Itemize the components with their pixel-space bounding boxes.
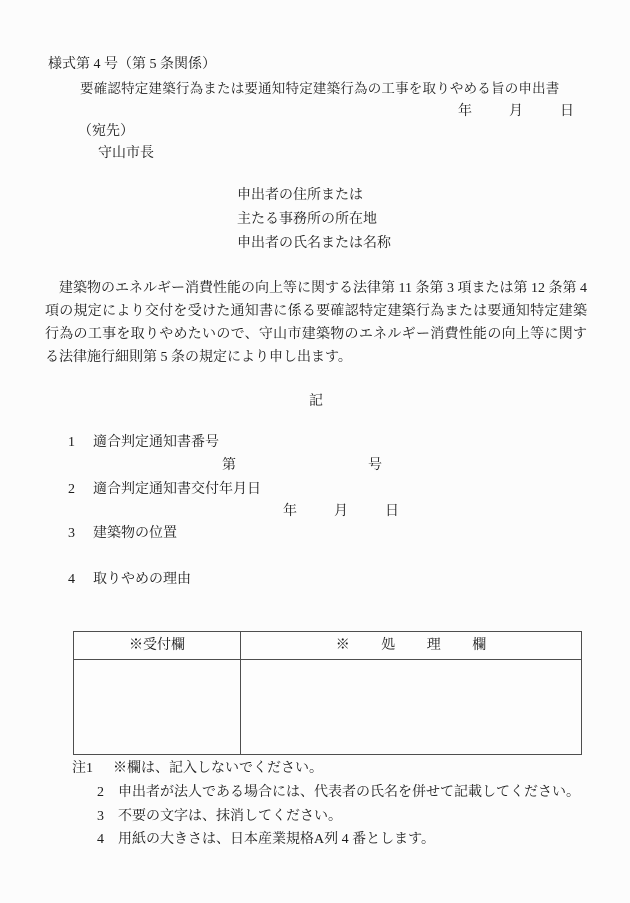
reception-cell: [74, 660, 241, 754]
applicant-address-label: 申出者の住所または: [237, 188, 363, 203]
number-suffix-label: 号: [368, 458, 382, 473]
item-label: 適合判定通知書交付年月日: [93, 482, 261, 497]
note-row-2: [97, 784, 580, 801]
item-number: 3: [68, 526, 75, 541]
applicant-field-block: [237, 184, 391, 256]
note-row-4: [97, 831, 435, 848]
note-text: 用紙の大きさは、日本産業規格A列 4 番とします。: [118, 832, 435, 847]
item-label: 取りやめの理由: [93, 572, 191, 587]
item-label: 建築物の位置: [93, 526, 177, 541]
note-text: 申出者が法人である場合には、代表者の氏名を併せて記載してください。: [118, 785, 580, 800]
note-row-3: [97, 808, 342, 825]
list-item-4: [68, 571, 191, 588]
item-label: 適合判定通知書番号: [93, 435, 219, 450]
applicant-office-label: 主たる事務所の所在地: [237, 212, 377, 227]
submission-date-line: [458, 103, 574, 120]
list-item-1: [68, 434, 219, 451]
note-number: 3: [97, 809, 104, 824]
office-use-table: [73, 631, 582, 755]
year-label: 年: [458, 104, 472, 119]
certificate-number-line: [222, 457, 382, 474]
note-text: ※欄は、記入しないでください。: [113, 761, 323, 776]
item-number: 4: [68, 572, 75, 587]
note-number: 2: [97, 785, 104, 800]
processing-column-header: ※ 処 理 欄: [241, 632, 581, 660]
note-row-1: [72, 760, 323, 777]
day-label: 日: [385, 504, 399, 519]
applicant-name-label: 申出者の氏名または名称: [237, 236, 391, 251]
body-paragraph: 建築物のエネルギー消費性能の向上等に関する法律第 11 条第 3 項または第 12 条第 4 項の規定により交付を受けた通知書に係る要確認特定建築行為または要通知特定建築行為の工事を取りやめたいので、守山市建築物のエネルギー消費性能の向上等に関する法律施行細則第 5 条の規定により申し出ます。: [45, 281, 587, 365]
record-heading: 記: [309, 394, 323, 409]
note-number: 注1: [72, 761, 93, 776]
year-label: 年: [283, 504, 297, 519]
list-item-3: [68, 525, 177, 542]
form-number: 様式第 4 号（第 5 条関係）: [48, 57, 216, 72]
number-prefix-label: 第: [222, 458, 236, 473]
item-number: 2: [68, 482, 75, 497]
month-label: 月: [334, 504, 348, 519]
addressee-label: （宛先）: [78, 124, 134, 139]
day-label: 日: [560, 104, 574, 119]
addressee-name: 守山市長: [98, 146, 154, 161]
note-text: 不要の文字は、抹消してください。: [118, 809, 342, 824]
item-number: 1: [68, 435, 75, 450]
month-label: 月: [509, 104, 523, 119]
processing-cell: [241, 660, 581, 754]
note-number: 4: [97, 832, 104, 847]
document-title: 要確認特定建築行為または要通知特定建築行為の工事を取りやめる旨の申出書: [80, 81, 560, 96]
list-item-2: [68, 481, 261, 498]
reception-column-header: ※受付欄: [74, 632, 241, 660]
issue-date-line: [283, 503, 399, 520]
